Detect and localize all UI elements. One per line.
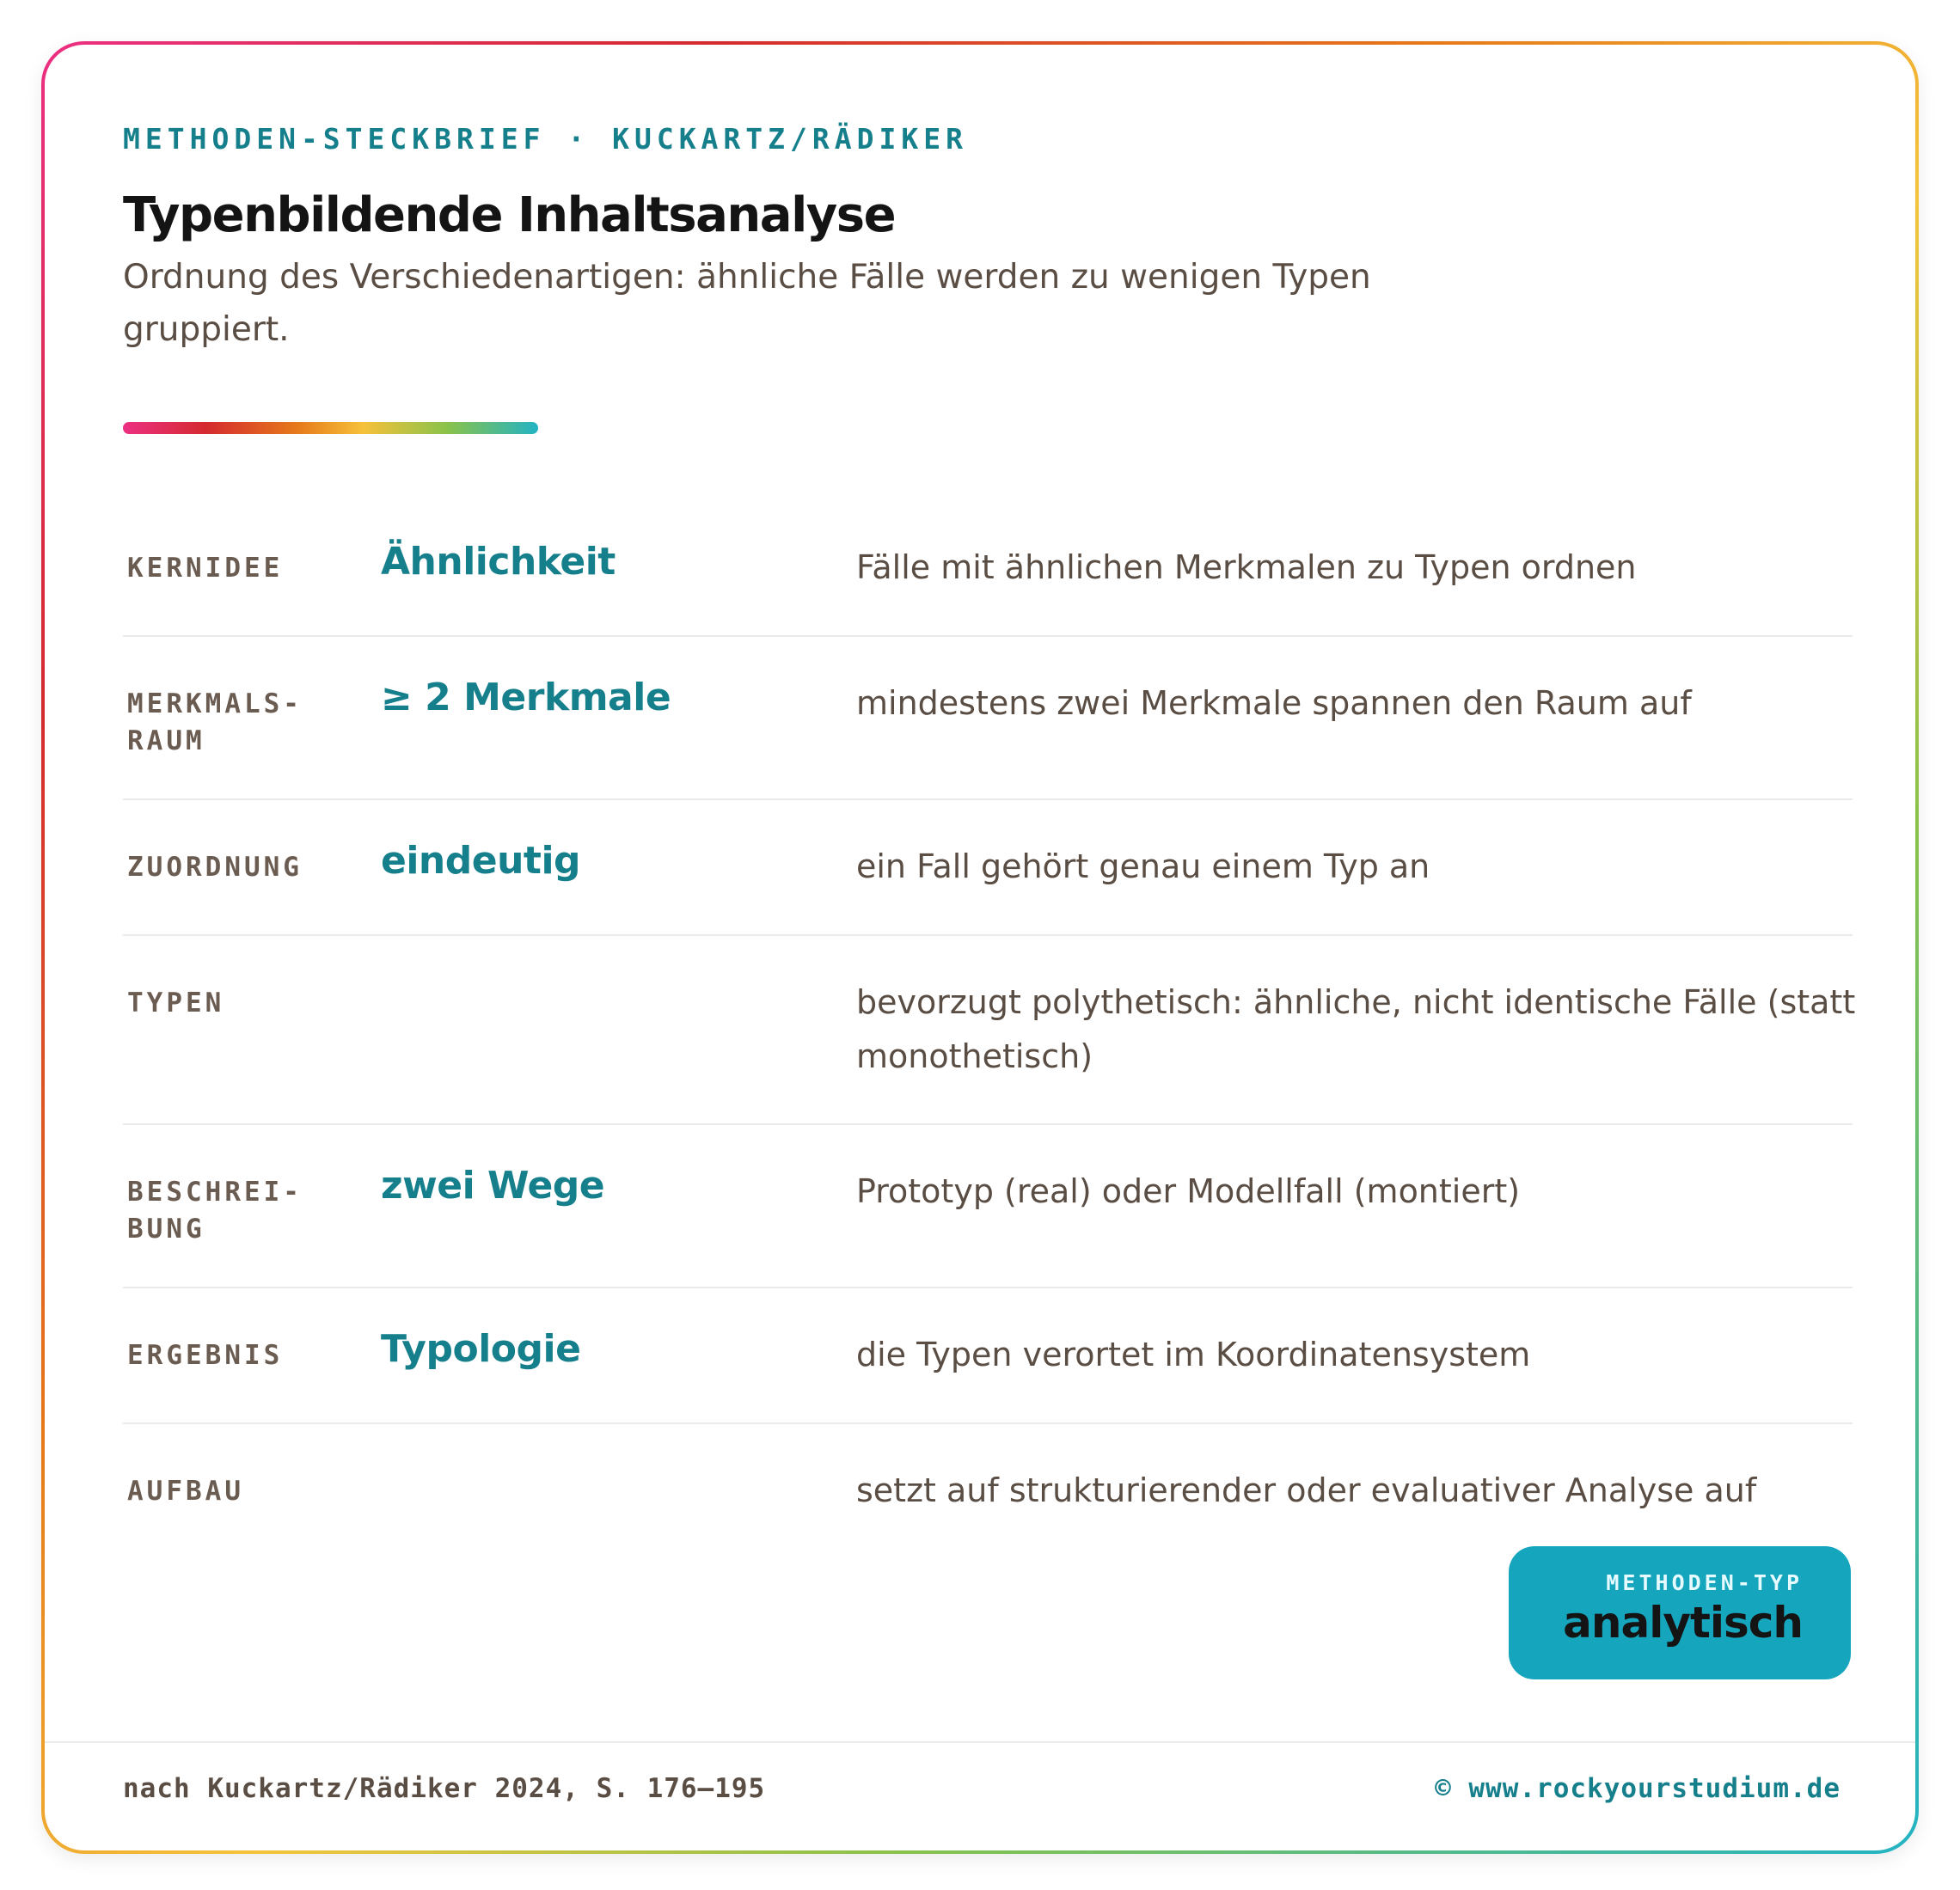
row-description: ein Fall gehört genau einem Typ an: [856, 847, 1430, 885]
row-keyword: eindeutig: [381, 839, 581, 883]
table-row: [123, 800, 1853, 936]
card-frame: [41, 41, 1919, 1854]
row-keyword: Ähnlichkeit: [381, 540, 616, 584]
row-keyword: ≥ 2 Merkmale: [381, 676, 671, 719]
row-label: AUFBAU: [127, 1476, 244, 1507]
row-label: TYPEN: [127, 988, 225, 1018]
row-label: MERKMALS- RAUM: [127, 688, 303, 756]
facts-table: [123, 501, 1856, 1558]
table-row: [123, 1288, 1853, 1424]
table-row: [123, 936, 1856, 1125]
row-description: setzt auf strukturierender oder evaluativer Analyse auf: [856, 1471, 1757, 1509]
footer-divider: [45, 1741, 1915, 1743]
footer-source: nach Kuckartz/Rädiker 2024, S. 176–195: [123, 1773, 766, 1804]
row-label: ZUORDNUNG: [127, 852, 303, 883]
row-description: Fälle mit ähnlichen Merkmalen zu Typen ordnen: [856, 548, 1637, 586]
row-label: ERGEBNIS: [127, 1340, 284, 1371]
row-label: BESCHREI- BUNG: [127, 1177, 303, 1245]
subtitle: Ordnung des Verschiedenartigen: ähnliche Fälle werden zu wenigen Typen gruppiert.: [123, 258, 1371, 349]
row-label: KERNIDEE: [127, 553, 284, 584]
row-description: Prototyp (real) oder Modellfall (montiert): [856, 1172, 1521, 1210]
badge-label: METHODEN-TYP: [1606, 1570, 1803, 1595]
row-keyword: zwei Wege: [381, 1164, 605, 1208]
eyebrow-label: METHODEN-STECKBRIEF · KUCKARTZ/RÄDIKER: [123, 122, 968, 156]
table-row: [123, 501, 1853, 637]
badge-value: analytisch: [1563, 1598, 1803, 1648]
table-row: [123, 1125, 1853, 1288]
table-row: [123, 1424, 1853, 1558]
page-title: Typenbildende Inhaltsanalyse: [123, 187, 896, 243]
footer-copyright-link[interactable]: © www.rockyourstudium.de: [1435, 1773, 1841, 1804]
row-description: mindestens zwei Merkmale spannen den Raum auf: [856, 684, 1692, 722]
rainbow-divider: [123, 422, 538, 434]
table-row: [123, 637, 1853, 800]
method-type-badge: [1509, 1546, 1851, 1679]
row-description: bevorzugt polythetisch: ähnliche, nicht identische Fälle (statt monothetisch): [856, 983, 1856, 1075]
row-keyword: Typologie: [381, 1327, 581, 1371]
row-description: die Typen verortet im Koordinatensystem: [856, 1336, 1531, 1373]
method-card: [45, 45, 1915, 1850]
